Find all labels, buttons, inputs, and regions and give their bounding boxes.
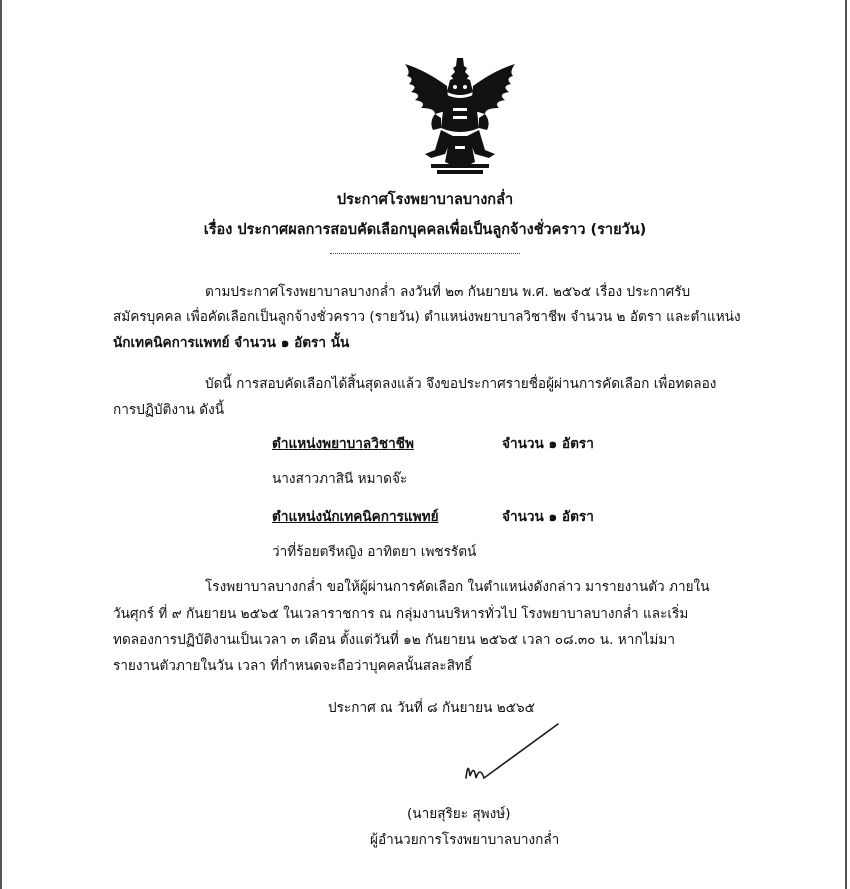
signer-title: ผู้อำนวยการโรงพยาบาลบางกล่ำ: [370, 832, 560, 848]
dotted-divider: [330, 253, 520, 254]
para3-line3: ทดลองการปฏิบัติงานเป็นเวลา ๓ เดือน ตั้งแต่วันที่ ๑๒ กันยายน ๒๕๖๕ เวลา ๐๘.๓๐ น. หากไม่มา: [113, 632, 675, 648]
position-title: ตำแหน่งพยาบาลวิชาชีพ: [272, 436, 414, 452]
page-border-right: [845, 0, 847, 889]
para3-line2: วันศุกร์ ที่ ๙ กันยายน ๒๕๖๕ ในเวลาราชการ ณ กลุ่มงานบริหารทั่วไป โรงพยาบาลบางกล่ำ และเริ่ม: [113, 606, 689, 622]
position-count: จำนวน ๑ อัตรา: [502, 436, 594, 452]
para2-line2: การปฏิบัติงาน ดังนี้: [113, 402, 225, 418]
para3-line4: รายงานตัวภายในวัน เวลา ที่กำหนดจะถือว่าบุคคลนั้นสละสิทธิ์: [113, 658, 473, 674]
announcement-subject: เรื่อง ประกาศผลการสอบคัดเลือกบุคคลเพื่อเป็นลูกจ้างชั่วคราว (รายวัน): [203, 222, 647, 238]
garuda-emblem-icon: [395, 58, 525, 176]
para1-line2: สมัครบุคคล เพื่อคัดเลือกเป็นลูกจ้างชั่วคราว (รายวัน) ตำแหน่งพยาบาลวิชาชีพ จำนวน ๒ อัตรา และตำแหน่ง: [113, 309, 741, 325]
para1-line1: ตามประกาศโรงพยาบาลบางกล่ำ ลงวันที่ ๒๓ กันยายน พ.ศ. ๒๕๖๕ เรื่อง ประกาศรับ: [205, 284, 691, 300]
announce-date: ประกาศ ณ วันที่ ๘ กันยายน ๒๕๖๕: [328, 700, 535, 716]
para3-line1: โรงพยาบาลบางกล่ำ ขอให้ผู้ผ่านการคัดเลือก ในตำแหน่งดังกล่าว มารายงานตัว ภายใน: [205, 579, 710, 595]
position-person: นางสาวภาสินี หมาดจ๊ะ: [272, 471, 408, 487]
position-person: ว่าที่ร้อยตรีหญิง อาทิตยา เพชรรัตน์: [272, 544, 477, 560]
handwritten-signature: [458, 720, 568, 790]
position-title: ตำแหน่งนักเทคนิคการแพทย์: [272, 509, 439, 525]
announcement-title: ประกาศโรงพยาบาลบางกล่ำ: [336, 192, 514, 208]
page-border-left: [0, 0, 2, 889]
para1-line3: นักเทคนิคการแพทย์ จำนวน ๑ อัตรา นั้น: [113, 335, 350, 351]
signer-name: (นายสุริยะ สุพงษ์): [407, 806, 511, 822]
para2-line1: บัดนี้ การสอบคัดเลือกได้สิ้นสุดลงแล้ว จึงขอประกาศรายชื่อผู้ผ่านการคัดเลือก เพื่อทดลอง: [205, 376, 717, 392]
position-count: จำนวน ๑ อัตรา: [502, 509, 594, 525]
